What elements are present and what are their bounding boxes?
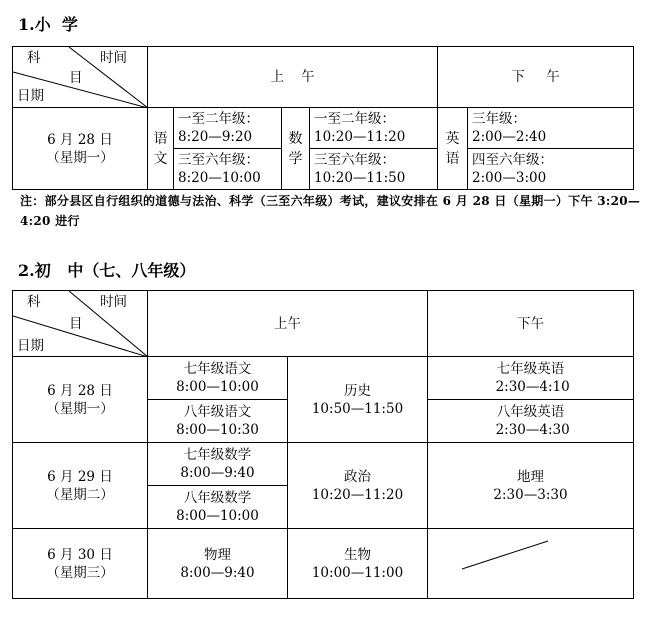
junior-high-schedule-table (12, 290, 634, 599)
row3-weekday: （星期三） (46, 564, 114, 581)
row3-date-cell (13, 529, 148, 599)
empty-slash-line (428, 529, 634, 599)
row1-date: 6 月 28 日 (47, 382, 113, 399)
chinese-slot-1 (174, 108, 282, 149)
row-date-cell (13, 108, 148, 190)
row1-grade7-chinese: 七年级语文 8:00—10:00 (148, 357, 288, 400)
math-slot-2-grade: 三至六年级： (314, 152, 395, 168)
math-slot-2-time: 10:20—11:50 (314, 170, 406, 186)
english-slot-1-time: 2:00—2:40 (472, 129, 547, 145)
header2-subject-char-1: 科 (27, 294, 41, 310)
header2-time-label: 时间 (100, 294, 127, 310)
row-date: 6 月 28 日 (47, 131, 113, 148)
row1-grade8-chinese: 八年级语文 8:00—10:30 (148, 400, 288, 443)
math-slot-1 (310, 108, 438, 149)
row-weekday: （星期一） (46, 149, 114, 166)
english-slot-2-grade: 四至六年级： (472, 152, 554, 168)
header2-subject-char-2: 目 (69, 316, 83, 332)
section1-heading: 1.小 学 (18, 15, 78, 34)
english-slot-1-grade: 三年级： (472, 111, 527, 127)
section1-note: 注：部分县区自行组织的道德与法治、科学（三至六年级）考试，建议安排在 6 月 28 日（星期一）下午 3:20—4:20 进行 (20, 194, 641, 228)
chinese-slot-1-time: 8:20—9:20 (178, 129, 253, 145)
header-subject-char-1: 科 (27, 50, 41, 66)
english-slot-2-time: 2:00—3:00 (472, 170, 547, 186)
header-morning: 上 午 (148, 47, 438, 108)
math-slot-1-grade: 一至二年级： (314, 111, 395, 127)
subject-english: 英 语 (438, 108, 468, 190)
row1-date-cell (13, 357, 148, 443)
row2-grade7-math: 七年级数学 8:00—9:40 (148, 443, 288, 486)
section2-heading: 2.初 中（七、八年级） (18, 261, 196, 280)
chinese-slot-1-grade: 一至二年级： (178, 111, 259, 127)
row2-politics: 政治 10:20—11:20 (288, 443, 428, 529)
header-date-label: 日期 (17, 88, 44, 104)
primary-school-schedule-table (12, 46, 634, 190)
math-slot-2 (310, 149, 438, 190)
chinese-slot-2-time: 8:20—10:00 (178, 170, 261, 186)
row2-grade8-math: 八年级数学 8:00—10:00 (148, 486, 288, 529)
header-diagonal-cell (13, 47, 148, 108)
english-slot-2 (468, 149, 634, 190)
row1-grade7-english: 七年级英语 2:30—4:10 (428, 357, 634, 400)
row2-weekday: （星期二） (46, 486, 114, 503)
subject-chinese: 语 文 (148, 108, 174, 190)
subject-math: 数 学 (282, 108, 310, 190)
row1-history: 历史 10:50—11:50 (288, 357, 428, 443)
row2-geography: 地理 2:30—3:30 (428, 443, 634, 529)
row1-weekday: （星期一） (46, 400, 114, 417)
row2-date: 6 月 29 日 (47, 468, 113, 485)
header-subject-char-2: 目 (69, 70, 83, 86)
chinese-slot-2 (174, 149, 282, 190)
chinese-slot-2-grade: 三至六年级： (178, 152, 259, 168)
header2-date-label: 日期 (17, 338, 44, 354)
row3-afternoon-empty (428, 529, 634, 599)
row3-physics: 物理 8:00—9:40 (148, 529, 288, 599)
math-slot-1-time: 10:20—11:20 (314, 129, 406, 145)
row1-grade8-english: 八年级英语 2:30—4:30 (428, 400, 634, 443)
header-diagonal-cell-2 (13, 291, 148, 357)
row3-biology: 生物 10:00—11:00 (288, 529, 428, 599)
english-slot-1 (468, 108, 634, 149)
row3-date: 6 月 30 日 (47, 546, 113, 563)
header-afternoon: 下 午 (438, 47, 634, 108)
header2-afternoon: 下午 (428, 291, 634, 357)
header-time-label: 时间 (100, 50, 127, 66)
header2-morning: 上午 (148, 291, 428, 357)
row2-date-cell (13, 443, 148, 529)
